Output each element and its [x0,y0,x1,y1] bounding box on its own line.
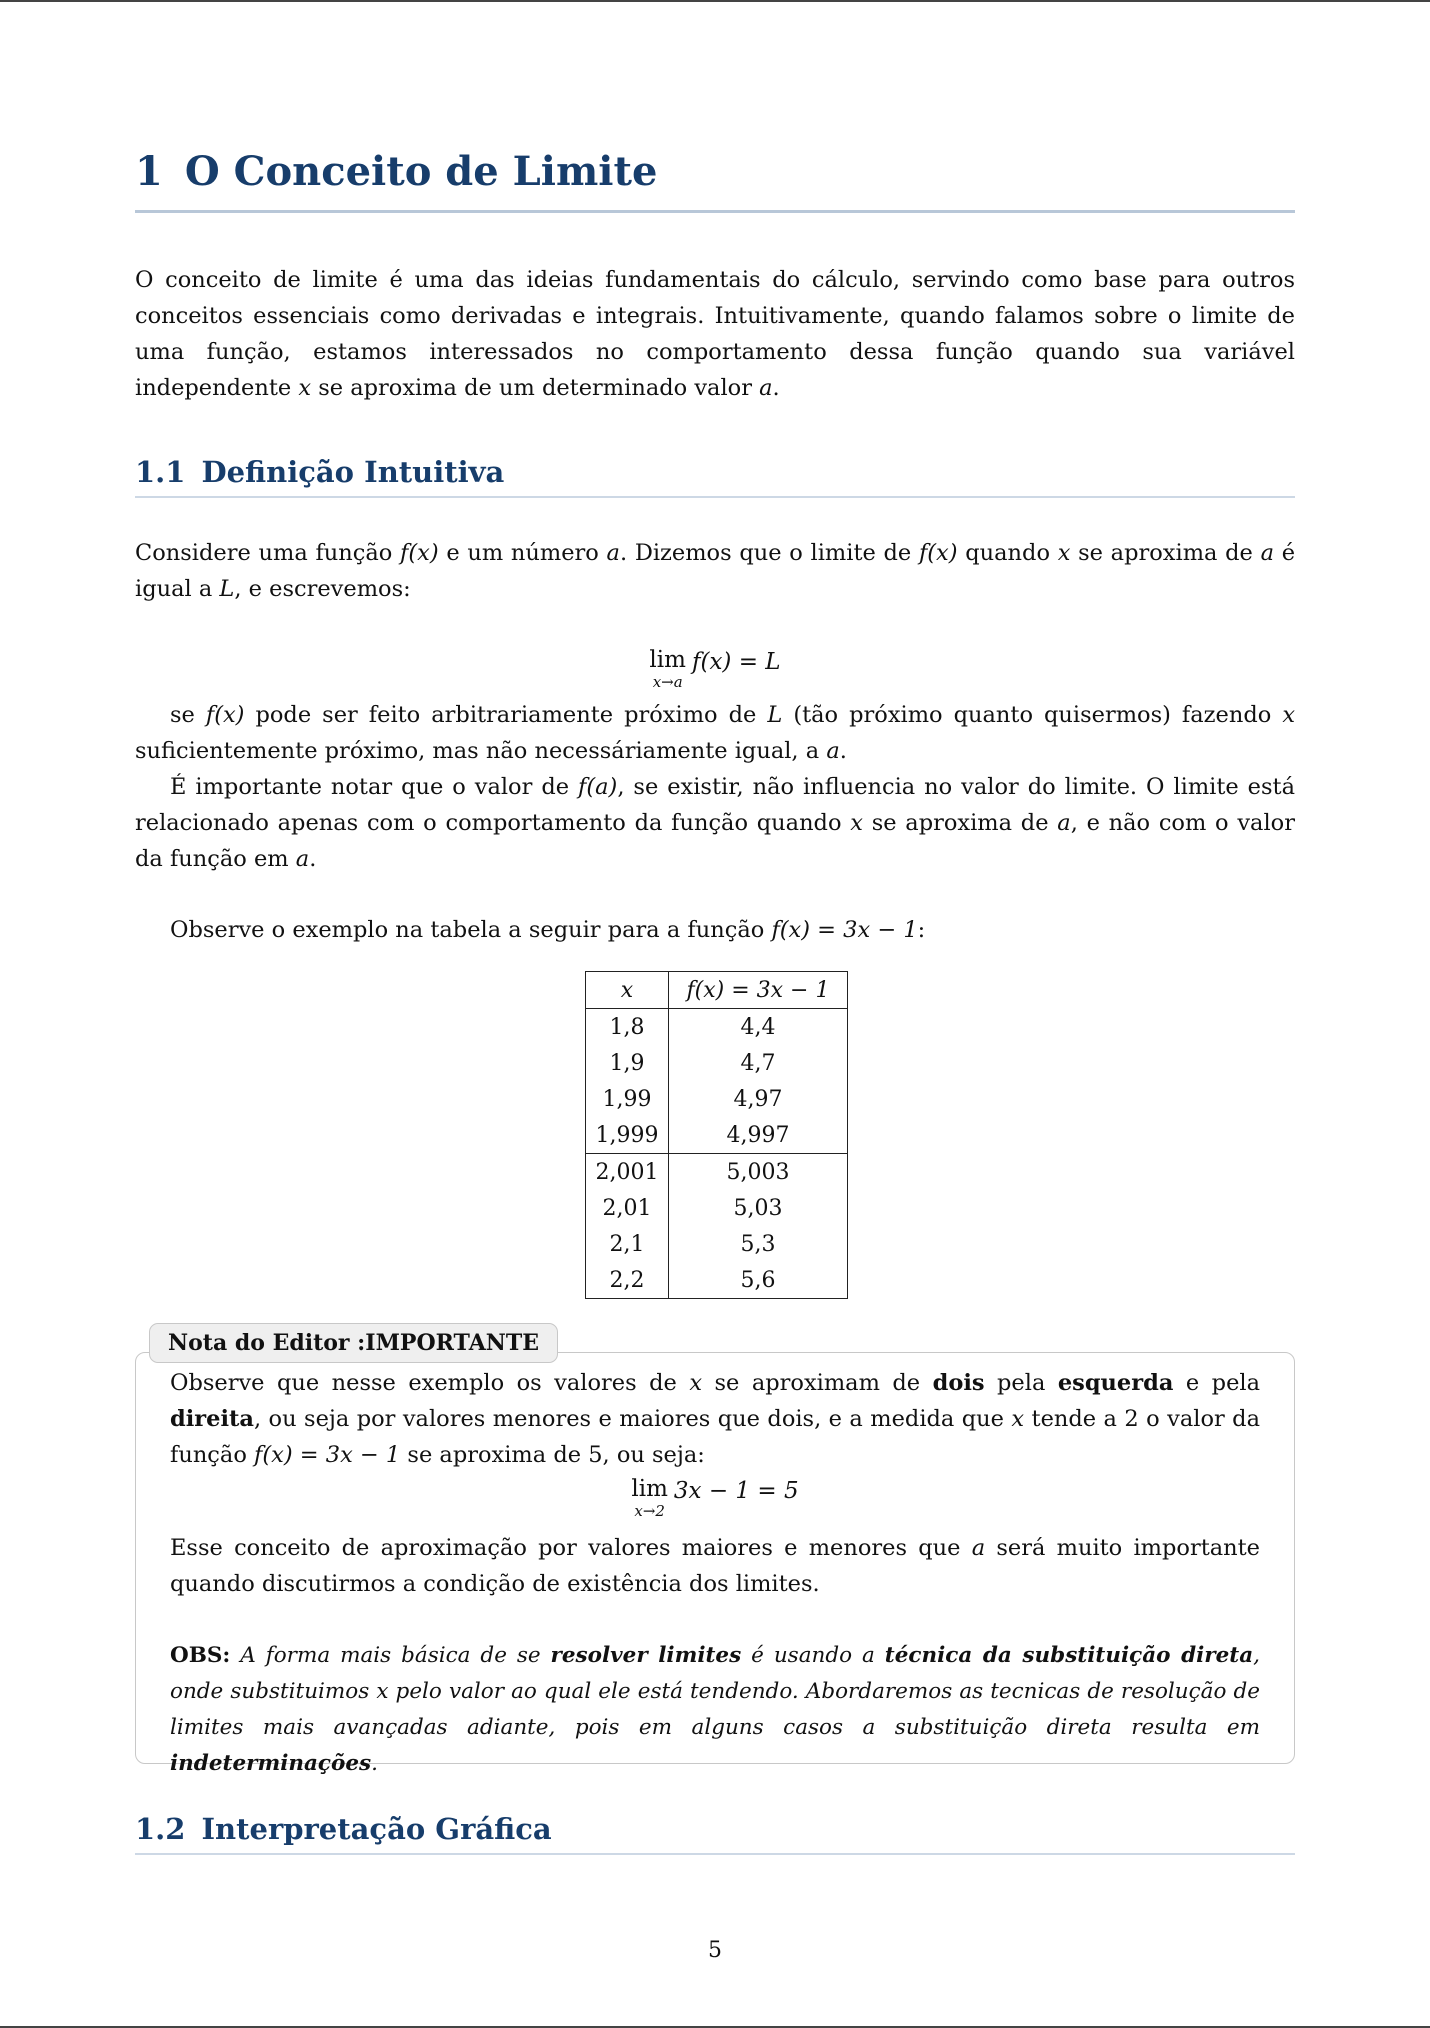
intro-text: se aproxima de um determinado valor [311,375,760,401]
math-var: x [850,810,863,836]
table-cell: 1,99 [586,1081,669,1117]
text: se aproxima de [862,810,1058,836]
table-cell: 5,03 [669,1190,848,1226]
math-var: a [759,375,773,401]
table-cell: 5,003 [669,1154,848,1191]
math-var: L [219,576,235,602]
math-var: a [606,540,620,566]
text: : [917,917,926,943]
text: . [309,846,317,872]
table-cell: 2,1 [586,1226,669,1262]
text: Observe que nesse exemplo os valores de [170,1370,690,1396]
bold-text: direita [170,1406,254,1432]
text: Esse conceito de aproximação por valores maiores e menores que [170,1535,972,1561]
editor-note-tab: Nota do Editor :IMPORTANTE [149,1323,558,1363]
text: , se existir, não influencia no valor do limite. O limite está relacionado apenas com o comportamento da função quando [135,774,1295,836]
subsection-rule [135,496,1295,498]
table-cell: 1,999 [586,1117,669,1154]
lim-text: lim [649,647,686,673]
top-border [0,0,1430,2]
table-row [586,1009,848,1046]
table-cell: 4,4 [669,1009,848,1046]
bold-text: esquerda [1057,1370,1174,1396]
math-var: x [1057,540,1071,566]
table-row [586,1226,848,1262]
text: Observe o exemplo na tabela a seguir para a função [170,917,772,943]
lim-subscript: x→a [652,673,683,691]
lim-text: lim [631,1476,668,1502]
text: e pela [1173,1370,1260,1396]
math-expr: f(a) [578,774,618,800]
table-cell: 1,8 [586,1009,669,1046]
values-table [585,971,848,1299]
math-expr: f(x) = 3x − 1 [771,917,918,943]
formula-body: 3x − 1 = 5 [673,1478,799,1504]
table-cell: 5,6 [669,1262,848,1299]
text: pela [984,1370,1058,1396]
subsection-title [135,1807,1295,1851]
text: é igual a [135,540,1296,602]
bold-text: resolver limites [550,1643,742,1668]
note-limit-formula [135,1474,1295,1518]
math-var: x [1282,702,1296,728]
table-row [586,1117,848,1154]
text: . [371,1751,378,1776]
text: , e não com o valor da função em [135,810,1295,872]
text: tende a 2 o valor da função [170,1406,1260,1468]
subsection-number: 1.2 [135,1812,186,1846]
math-expr: f(x) [205,702,245,728]
definition-condition-paragraph [135,697,1295,769]
limit-operator [649,645,686,689]
text: se aproxima de 5, ou seja: [400,1442,705,1468]
definition-paragraph [135,535,1295,607]
table-header: x [586,972,669,1009]
text: É importante notar que o valor de [170,774,578,800]
section-rule [135,210,1295,213]
subsection-number: 1.1 [135,455,186,489]
text: e um número [438,540,607,566]
text: será muito importante quando discutirmos a condição de existência dos limites. [170,1535,1260,1597]
table-cell: 1,9 [586,1045,669,1081]
intro-text: O conceito de limite é uma das ideias fundamentais do cálculo, servindo como base para outros conceitos essenciais como derivadas e integrais. Intuitivamente, quando falamos sobre o limite de uma função, estamos interessados no comportamento dessa função quando sua variável independente [135,267,1295,401]
intro-paragraph [135,262,1295,406]
table-header-row [586,972,848,1009]
math-expr: f(x) [400,540,439,566]
math-var: x [689,1370,703,1396]
table-row [586,1190,848,1226]
text: (tão próximo quanto quisermos) fazendo [782,702,1283,728]
text: quando [957,540,1058,566]
section-number: 1 [135,148,163,195]
math-var: a [1260,540,1274,566]
example-intro [135,912,1295,948]
bold-text: dois [932,1370,985,1396]
bold-text: indeterminações [170,1751,372,1776]
table-row [586,1081,848,1117]
text: . [839,738,847,764]
text: se [170,702,206,728]
table-cell: 4,7 [669,1045,848,1081]
table-row [586,1045,848,1081]
table-header: f(x) = 3x − 1 [669,972,848,1009]
text: A forma mais básica de se [230,1643,551,1668]
math-var: x [298,375,312,401]
table-cell: 5,3 [669,1226,848,1262]
text: se aproximam de [702,1370,933,1396]
importance-paragraph [135,769,1295,877]
table-row [586,1154,848,1191]
math-var: a [295,846,310,872]
text: , e escrevemos: [234,576,411,602]
subsection-rule [135,1853,1295,1855]
text: pode ser feito arbitrariamente próximo de [244,702,768,728]
table-cell: 2,2 [586,1262,669,1299]
limit-operator [631,1474,668,1518]
limit-definition-formula [135,645,1295,689]
math-var: a [971,1535,986,1561]
bold-text: técnica da substituição direta [884,1643,1254,1668]
page-number: 5 [708,1938,722,1963]
obs-label: OBS: [170,1643,231,1668]
subsection-title-text: Definição Intuitiva [201,455,505,489]
note-paragraph [170,1530,1260,1602]
math-var: a [1057,810,1071,836]
table-row [586,1262,848,1299]
math-var: a [826,738,840,764]
table-cell: 4,97 [669,1081,848,1117]
text: . Dizemos que o limite de [619,540,919,566]
math-var: x [1011,1406,1025,1432]
table-cell: 2,001 [586,1154,669,1191]
text: é usando a [741,1643,885,1668]
text: suficientemente próximo, mas não necessáriamente igual, a [135,738,827,764]
text: Considere uma função [135,540,401,566]
intro-text: . [772,375,780,401]
obs-paragraph [170,1638,1260,1782]
math-expr: f(x) = 3x − 1 [254,1442,401,1468]
subsection-title [135,450,1295,494]
subsection-title-text: Interpretação Gráfica [201,1812,552,1846]
section-title-text: O Conceito de Limite [184,148,658,195]
text: se aproxima de [1070,540,1261,566]
text: , onde substituimos x pelo valor ao qual ele está tendendo. Abordaremos as tecnicas de resolução de limites mais avançadas adiante, pois em alguns casos a substituição direta resulta em [170,1643,1260,1740]
table-cell: 2,01 [586,1190,669,1226]
text: , ou seja por valores menores e maiores que dois, e a medida que [253,1406,1012,1432]
math-var: L [767,702,783,728]
note-paragraph [170,1365,1260,1473]
section-title [135,142,1295,202]
lim-subscript: x→2 [634,1502,665,1520]
math-expr: f(x) [918,540,958,566]
formula-body: f(x) = L [691,649,781,675]
table-cell: 4,997 [669,1117,848,1154]
